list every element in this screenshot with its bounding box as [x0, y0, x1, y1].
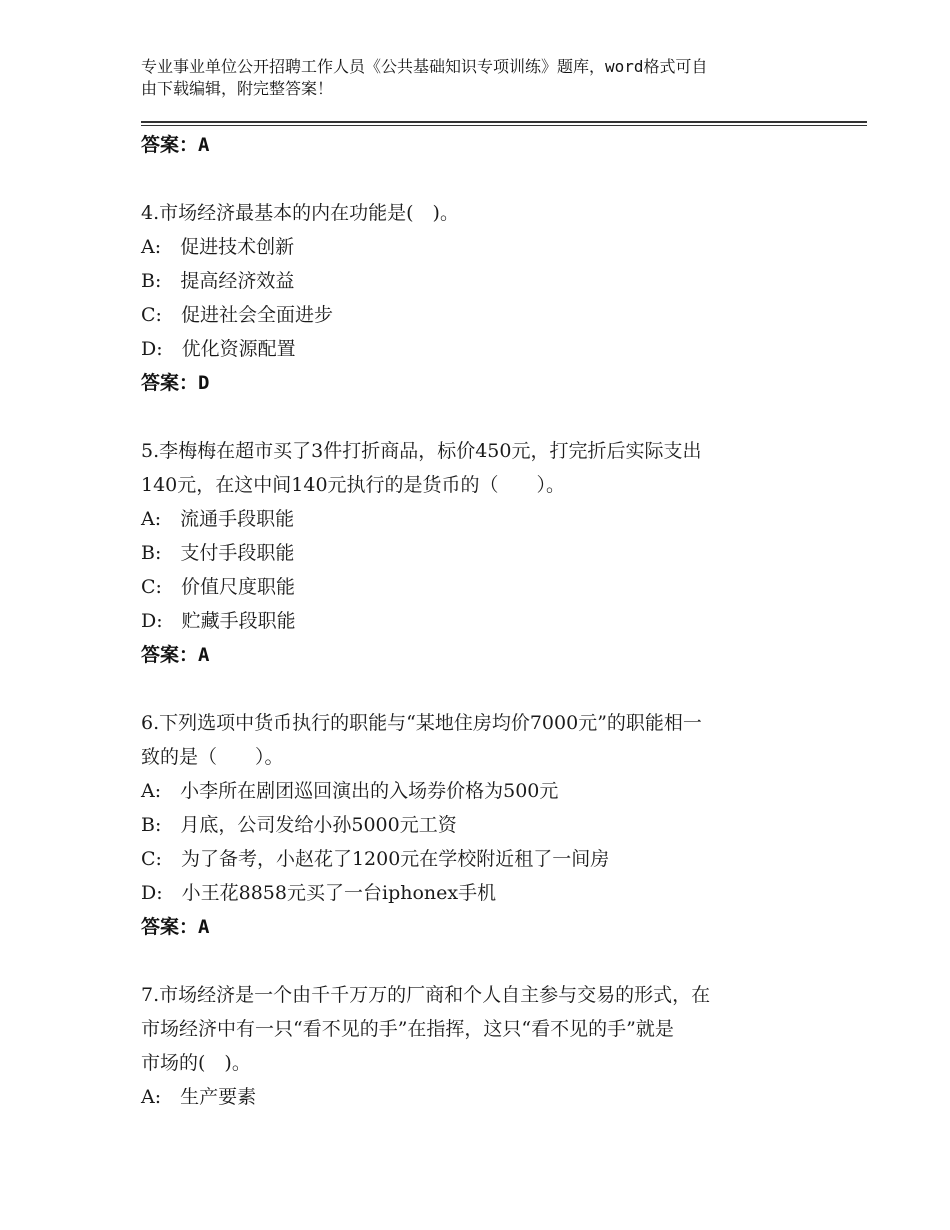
option-b: B: 支付手段职能: [141, 542, 295, 564]
option-d: D: 优化资源配置: [141, 338, 296, 360]
question-7: [141, 978, 821, 1114]
document-header: [141, 56, 801, 100]
question-list: [141, 128, 821, 1114]
option-c: C: 为了备考，小赵花了1200元在学校附近租了一间房: [141, 848, 610, 870]
option-d: D: 小王花8858元买了一台iphonex手机: [141, 882, 497, 904]
option-c: C: 促进社会全面进步: [141, 304, 333, 326]
question-6: [141, 706, 821, 944]
option-b: B: 提高经济效益: [141, 270, 295, 292]
spacer: [141, 672, 821, 706]
question-stem: 6.下列选项中货币执行的职能与“某地住房均价7000元”的职能相一: [141, 712, 702, 734]
question-stem: 市场的( )。: [141, 1052, 251, 1074]
header-rule-thin: [141, 125, 867, 126]
header-rule-thick: [141, 121, 867, 123]
question-stem: 7.市场经济是一个由千千万万的厂商和个人自主参与交易的形式，在: [141, 984, 711, 1006]
answer-q5: 答案：A: [141, 644, 210, 666]
question-stem: 5.李梅梅在超市买了3件打折商品，标价450元，打完折后实际支出: [141, 440, 702, 462]
question-stem: 4.市场经济最基本的内在功能是( )。: [141, 202, 459, 224]
question-stem: 致的是（ ）。: [141, 746, 284, 768]
question-stem: 市场经济中有一只“看不见的手”在指挥，这只“看不见的手”就是: [141, 1018, 674, 1040]
question-stem: 140元，在这中间140元执行的是货币的（ ）。: [141, 474, 566, 496]
answer-q3: 答案：A: [141, 134, 210, 156]
option-a: A: 促进技术创新: [141, 236, 295, 258]
spacer: [141, 162, 821, 196]
option-b: B: 月底，公司发给小孙5000元工资: [141, 814, 457, 836]
header-line-2: 由下载编辑，附完整答案！: [141, 79, 334, 98]
header-line-1: 专业事业单位公开招聘工作人员《公共基础知识专项训练》题库，word格式可自: [141, 57, 708, 76]
answer-q4: 答案：D: [141, 372, 210, 394]
answer-q6: 答案：A: [141, 916, 210, 938]
question-4: [141, 196, 821, 400]
question-5: [141, 434, 821, 672]
spacer: [141, 400, 821, 434]
option-a: A: 流通手段职能: [141, 508, 295, 530]
option-d: D: 贮藏手段职能: [141, 610, 296, 632]
option-a: A: 生产要素: [141, 1086, 257, 1108]
option-a: A: 小李所在剧团巡回演出的入场券价格为500元: [141, 780, 559, 802]
option-c: C: 价值尺度职能: [141, 576, 295, 598]
spacer: [141, 944, 821, 978]
